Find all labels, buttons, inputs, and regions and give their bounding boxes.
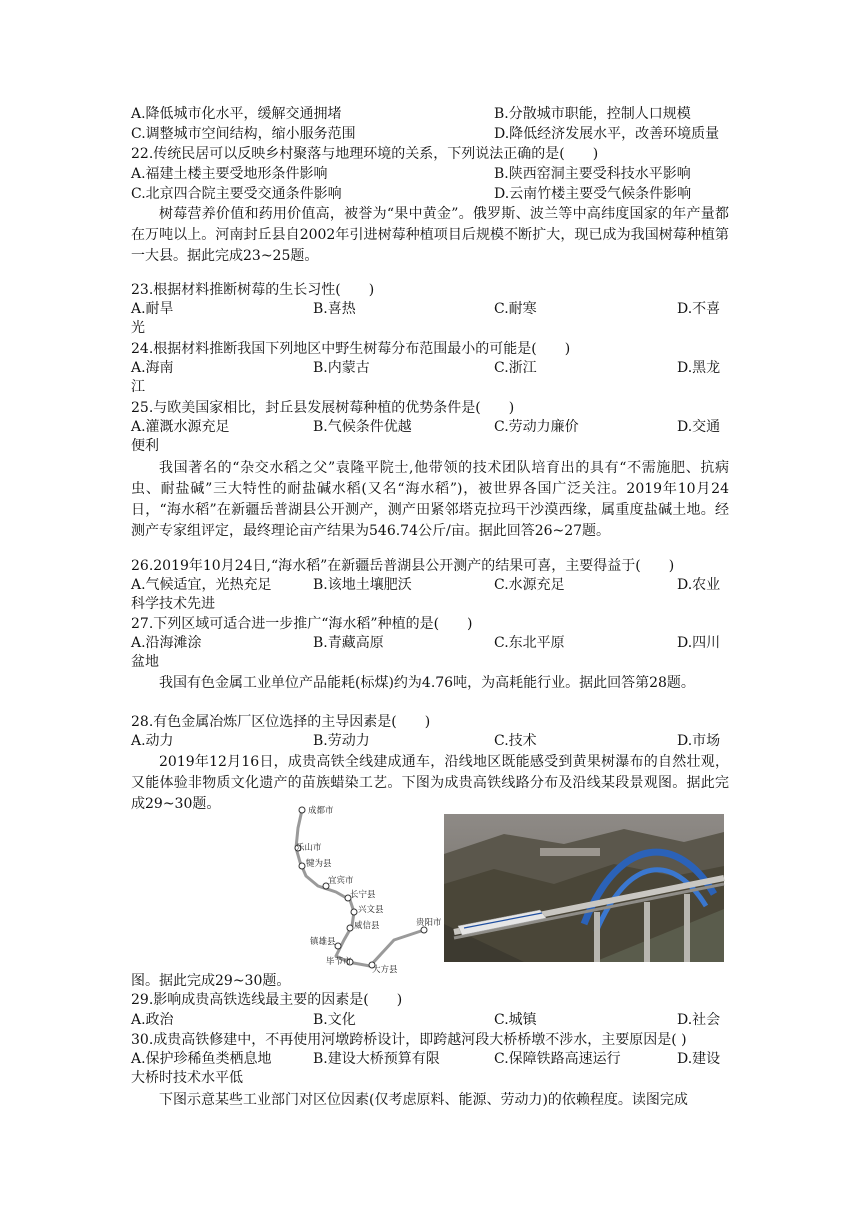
q22-option-b: B.陕西窑洞主要受科技水平影响	[494, 166, 691, 182]
q27-option-a: A.沿海滩涂	[131, 635, 202, 651]
q28-option-b: B.劳动力	[313, 733, 370, 749]
q22-stem: 22.传统民居可以反映乡村聚落与地理环境的关系，下列说法正确的是( )	[131, 146, 599, 162]
station-chengdu	[299, 807, 305, 813]
q27-options	[131, 634, 729, 672]
bridge-photo	[444, 814, 724, 962]
q23-option-b: B.喜热	[313, 301, 356, 317]
station-zhenxiong	[335, 943, 341, 949]
label-zhenxiong: 镇雄县	[310, 937, 336, 947]
q26-stem: 26.2019年10月24日,“海水稻”在新疆岳普湖县公开测产的结果可喜，主要得益于( )	[131, 558, 675, 574]
label-guiyang: 贵阳市	[416, 918, 442, 928]
label-dafang: 大方县	[372, 965, 398, 975]
q25-option-a: A.灌溉水源充足	[131, 419, 230, 435]
q22-option-d: D.云南竹楼主要受气候条件影响	[494, 186, 692, 202]
q26-options	[131, 576, 729, 614]
q21-option-b: B.分散城市职能，控制人口规模	[494, 106, 691, 122]
q27-option-d: D.四川盆地	[131, 635, 721, 670]
q24-option-c: C.浙江	[494, 360, 537, 376]
label-weixin: 威信县	[354, 921, 380, 931]
q28-stem: 28.有色金属冶炼厂区位选择的主导因素是( )	[131, 714, 431, 730]
q24-option-a: A.海南	[131, 360, 174, 376]
q30-options	[131, 1050, 729, 1088]
q25-option-b: B.气候条件优越	[313, 419, 412, 435]
q27-option-c: C.东北平原	[494, 635, 565, 651]
material-railway-tail: 图。据此完成29~30题。	[131, 973, 291, 989]
q28-option-a: A.动力	[131, 733, 174, 749]
q21-option-c: C.调整城市空间结构，缩小服务范围	[131, 126, 356, 142]
q28-option-d: D.市场	[677, 733, 721, 749]
q30-option-c: C.保障铁路高速运行	[494, 1051, 621, 1067]
q21-option-d: D.降低经济发展水平，改善环境质量	[494, 126, 720, 142]
q26-option-c: C.水源充足	[494, 577, 565, 593]
station-xingwen	[351, 909, 357, 915]
q23-option-d: D.不喜光	[131, 301, 721, 336]
q29-option-c: C.城镇	[494, 1012, 537, 1028]
material-metal: 我国有色金属工业单位产品能耗(标煤)约为4.76吨，为高耗能行业。据此回答第28题。	[159, 675, 695, 691]
material-rice: 我国著名的“杂交水稻之父”袁隆平院士,他带领的技术团队培育出的具有“不需施肥、抗病虫、耐盐碱”三大特性的耐盐碱水稻(又名“海水稻”)，被世界各国广泛关注。2019年10月24日，“海水稻”在新疆岳普湖县公开测产，测产田紧邻塔克拉玛干沙漠西缘，属重度盐碱土地。经测产专家组评定，最终理论亩产结果为546.74公斤/亩。据此回答26~27题。	[131, 460, 729, 539]
q26-option-d: D.农业科学技术先进	[131, 577, 721, 612]
label-yibin: 宜宾市	[328, 876, 354, 886]
q30-option-a: A.保护珍稀鱼类栖息地	[131, 1051, 272, 1067]
q25-options	[131, 418, 729, 456]
q22-option-a: A.福建土楼主要受地形条件影响	[131, 166, 328, 182]
station-weixin	[347, 925, 353, 931]
q26-option-a: A.气候适宜，光热充足	[131, 577, 272, 593]
q24-option-b: B.内蒙古	[313, 360, 370, 376]
q27-stem: 27.下列区域可适合进一步推广“海水稻”种植的是( )	[131, 616, 473, 632]
q23-option-a: A.耐旱	[131, 301, 174, 317]
q21-option-a: A.降低城市化水平，缓解交通拥堵	[131, 106, 342, 122]
q25-option-c: C.劳动力廉价	[494, 419, 579, 435]
q25-option-d: D.交通便利	[131, 419, 721, 454]
q22-option-c: C.北京四合院主要受交通条件影响	[131, 186, 342, 202]
label-xingwen: 兴文县	[358, 905, 384, 915]
q30-option-d: D.建设大桥时技术水平低	[131, 1051, 721, 1086]
q23-options	[131, 300, 729, 338]
label-changning: 长宁县	[350, 890, 376, 900]
q26-option-b: B.该地土壤肥沃	[313, 577, 412, 593]
q24-options	[131, 359, 729, 397]
q27-option-b: B.青藏高原	[313, 635, 384, 651]
material-railway: 2019年12月16日，成贵高铁全线建成通车，沿线地区既能感受到黄果树瀑布的自然壮观，又能体验非物质文化遗产的苗族蜡染工艺。下图为成贵高铁线路分布及沿线某段景观图。据此完成29~30题。	[131, 754, 729, 812]
q28-option-c: C.技术	[494, 733, 537, 749]
label-bijie: 毕节市	[326, 957, 352, 967]
q29-stem: 29.影响成贵高铁选线最主要的因素是( )	[131, 992, 403, 1008]
label-chengdu: 成都市	[308, 806, 334, 816]
material-industry: 下图示意某些工业部门对区位因素(仅考虑原料、能源、劳动力)的依赖程度。读图完成	[159, 1092, 688, 1108]
label-leshan: 乐山市	[296, 843, 322, 853]
q24-option-d: D.黑龙江	[131, 360, 721, 395]
material-raspberry: 树莓营养价值和药用价值高，被誉为“果中黄金”。俄罗斯、波兰等中高纬度国家的年产量都在万吨以上。河南封丘县自2002年引进树莓种植项目后规模不断扩大，现已成为我国树莓种植第一大县。据此完成23~25题。	[131, 206, 729, 264]
q29-option-b: B.文化	[313, 1012, 356, 1028]
q29-option-d: D.社会	[677, 1012, 721, 1028]
q29-option-a: A.政治	[131, 1012, 174, 1028]
q25-stem: 25.与欧美国家相比，封丘县发展树莓种植的优势条件是( )	[131, 400, 515, 416]
q23-option-c: C.耐寒	[494, 301, 537, 317]
q30-option-b: B.建设大桥预算有限	[313, 1051, 440, 1067]
q24-stem: 24.根据材料推断我国下列地区中野生树莓分布范围最小的可能是( )	[131, 341, 571, 357]
label-qianwei: 犍为县	[306, 859, 332, 869]
station-qianwei	[299, 863, 305, 869]
railway-route-map	[288, 800, 442, 975]
q23-stem: 23.根据材料推断树莓的生长习性( )	[131, 282, 375, 298]
q30-stem: 30.成贵高铁修建中，不再使用河墩跨桥设计，即跨越河段大桥桥墩不涉水，主要原因是( )	[131, 1032, 687, 1048]
